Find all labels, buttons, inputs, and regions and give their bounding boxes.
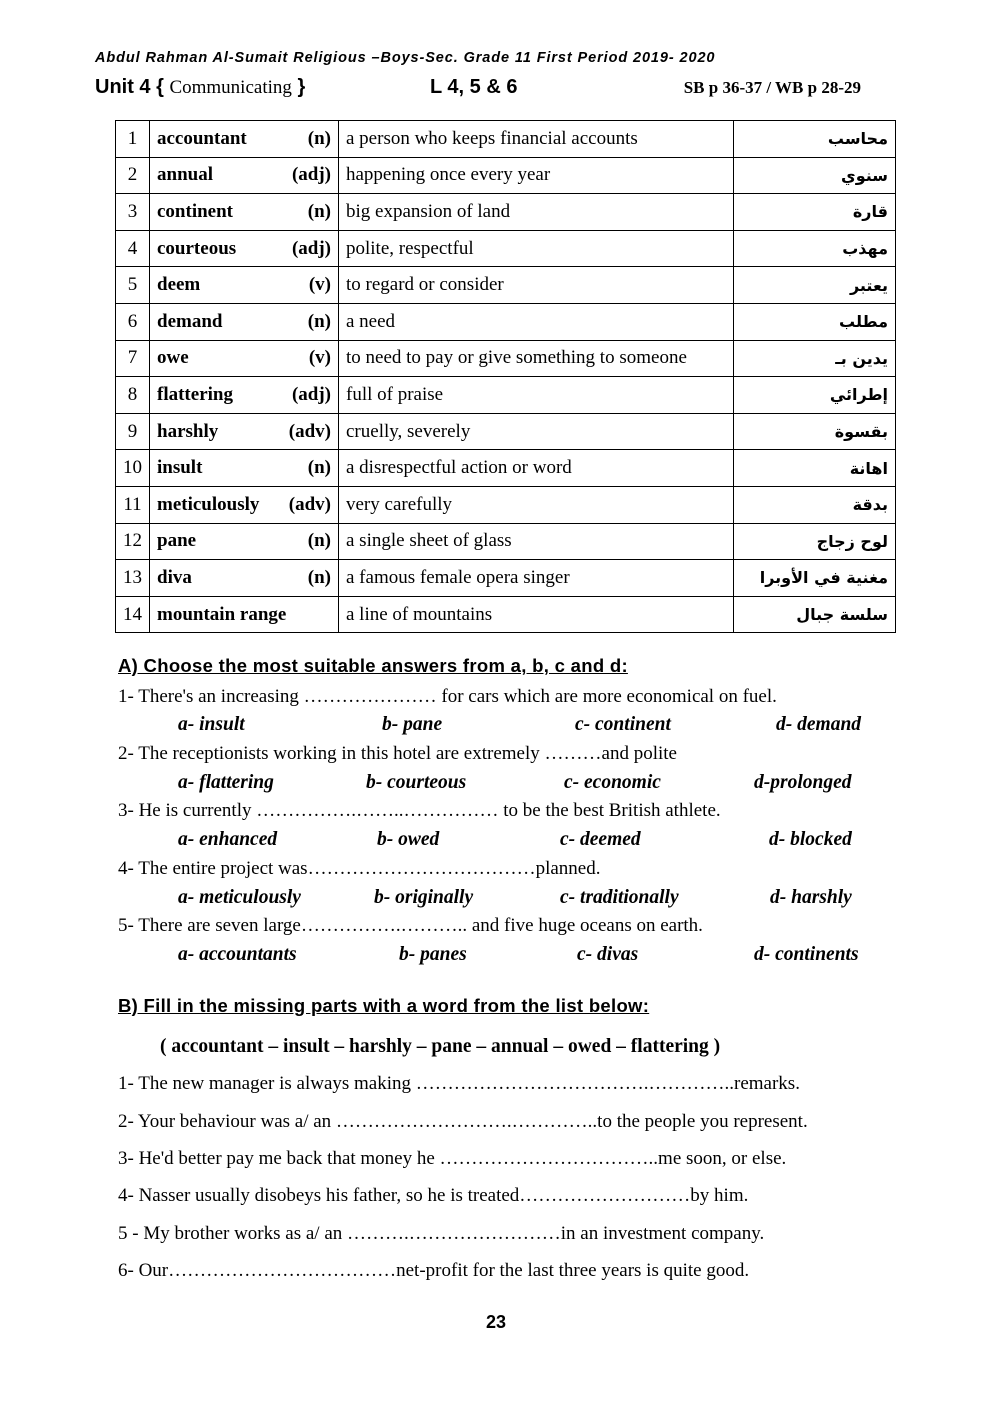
unit-label: Unit 4 { (95, 76, 170, 98)
unit-line (95, 74, 885, 102)
vocab-part-of-speech: (adj) (291, 237, 331, 259)
vocab-definition: polite, respectful (339, 230, 734, 267)
vocab-word: meticulously (157, 493, 260, 515)
vocab-number: 1 (116, 121, 150, 158)
vocab-part-of-speech: (n) (307, 310, 331, 332)
option-d: d-prolonged (754, 772, 852, 793)
vocab-word-cell (150, 486, 339, 523)
option-d: d- demand (776, 714, 862, 735)
vocab-word-cell (150, 121, 339, 158)
question-2-options (178, 772, 878, 798)
vocab-word: demand (157, 310, 223, 332)
vocab-word-cell (150, 303, 339, 340)
vocab-row (116, 121, 896, 158)
vocab-part-of-speech: (adv) (288, 493, 331, 515)
vocab-part-of-speech: (n) (307, 530, 331, 552)
unit-topic: Communicating (169, 77, 292, 98)
vocab-arabic: يعتبر (734, 267, 896, 304)
vocab-part-of-speech: (adj) (291, 383, 331, 405)
vocab-arabic: بقسوة (734, 413, 896, 450)
vocab-word: mountain range (157, 603, 287, 625)
fill-sentence-4: 4- Nasser usually disobeys his father, so he is treated………………………by him. (118, 1185, 749, 1206)
question-1-options (178, 714, 878, 740)
vocab-row (116, 157, 896, 194)
vocab-arabic: محاسب (734, 121, 896, 158)
vocab-part-of-speech: (n) (307, 566, 331, 588)
vocab-number: 8 (116, 377, 150, 414)
vocab-definition: a disrespectful action or word (339, 450, 734, 487)
vocab-number: 4 (116, 230, 150, 267)
vocab-definition: to regard or consider (339, 267, 734, 304)
vocab-word-cell (150, 230, 339, 267)
vocab-word-cell (150, 523, 339, 560)
vocab-number: 12 (116, 523, 150, 560)
vocab-word: accountant (157, 127, 247, 149)
vocab-number: 5 (116, 267, 150, 304)
vocab-word: annual (157, 164, 213, 186)
vocab-row (116, 377, 896, 414)
vocab-row (116, 486, 896, 523)
vocab-row (116, 450, 896, 487)
vocab-word: flattering (157, 383, 233, 405)
vocab-part-of-speech: (v) (308, 347, 331, 369)
option-c: c- economic (564, 772, 661, 793)
vocab-number: 6 (116, 303, 150, 340)
option-c: c- deemed (560, 829, 641, 850)
vocab-row (116, 230, 896, 267)
vocab-arabic: يدين بـ (734, 340, 896, 377)
vocab-row (116, 523, 896, 560)
question-3-options (178, 829, 878, 855)
word-list: ( accountant – insult – harshly – pane – annual – owed – flattering ) (160, 1036, 721, 1057)
vocab-number: 2 (116, 157, 150, 194)
vocab-word-cell (150, 596, 339, 633)
vocab-word-cell (150, 267, 339, 304)
section-b-title: B) Fill in the missing parts with a word from the list below: (118, 995, 650, 1016)
option-a: a- meticulously (178, 887, 301, 908)
option-c: c- divas (577, 944, 639, 965)
vocab-word: deem (157, 274, 201, 296)
vocab-word-cell (150, 413, 339, 450)
vocab-arabic: بدقة (734, 486, 896, 523)
option-a: a- accountants (178, 944, 297, 965)
option-b: b- panes (399, 944, 467, 965)
school-header: Abdul Rahman Al-Sumait Religious –Boys-Sec. Grade 11 First Period 2019- 2020 (95, 50, 716, 66)
vocab-row (116, 303, 896, 340)
question-5: 5- There are seven large…………….……….. and five huge oceans on earth. (118, 915, 703, 936)
vocab-arabic: لوح زجاج (734, 523, 896, 560)
vocab-definition: a person who keeps financial accounts (339, 121, 734, 158)
fill-sentence-1: 1- The new manager is always making ……………………………….…………..remarks. (118, 1073, 800, 1094)
section-a-title: A) Choose the most suitable answers from a, b, c and d: (118, 655, 628, 676)
vocab-word-cell (150, 340, 339, 377)
question-1: 1- There's an increasing ………………… for cars which are more economical on fuel. (118, 686, 777, 707)
vocab-row (116, 340, 896, 377)
vocab-word: diva (157, 566, 192, 588)
vocab-definition: a famous female opera singer (339, 560, 734, 597)
vocab-part-of-speech: (adv) (288, 420, 331, 442)
vocab-definition: a line of mountains (339, 596, 734, 633)
vocab-arabic: مطلب (734, 303, 896, 340)
vocab-word: continent (157, 200, 233, 222)
vocab-part-of-speech: (n) (307, 200, 331, 222)
option-a: a- flattering (178, 772, 274, 793)
question-2: 2- The receptionists working in this hotel are extremely ………and polite (118, 743, 677, 764)
vocab-word-cell (150, 377, 339, 414)
question-4: 4- The entire project was………………………………planned. (118, 858, 601, 879)
vocab-part-of-speech: (v) (308, 274, 331, 296)
vocab-number: 7 (116, 340, 150, 377)
option-c: c- traditionally (560, 887, 679, 908)
vocab-definition: cruelly, severely (339, 413, 734, 450)
option-b: b- owed (377, 829, 440, 850)
vocab-number: 11 (116, 486, 150, 523)
vocab-definition: a need (339, 303, 734, 340)
vocab-definition: happening once every year (339, 157, 734, 194)
vocab-number: 14 (116, 596, 150, 633)
vocab-word: harshly (157, 420, 219, 442)
option-d: d- harshly (770, 887, 852, 908)
vocab-row (116, 194, 896, 231)
vocab-arabic: سلسة جبال (734, 596, 896, 633)
vocab-word-cell (150, 157, 339, 194)
vocab-word-cell (150, 450, 339, 487)
option-b: b- pane (382, 714, 443, 735)
fill-sentence-5: 5 - My brother works as a/ an ……….……………………in an investment company. (118, 1223, 765, 1244)
vocab-arabic: سنوي (734, 157, 896, 194)
vocab-definition: very carefully (339, 486, 734, 523)
vocab-definition: full of praise (339, 377, 734, 414)
unit-title (95, 76, 305, 99)
vocab-arabic: اهانة (734, 450, 896, 487)
vocabulary-table (115, 120, 896, 633)
question-4-options (178, 887, 878, 913)
vocab-number: 3 (116, 194, 150, 231)
vocab-word: courteous (157, 237, 237, 259)
vocab-row (116, 596, 896, 633)
vocab-word: owe (157, 347, 189, 369)
vocab-word-cell (150, 194, 339, 231)
fill-sentence-6: 6- Our………………………………net-profit for the last three years is quite good. (118, 1260, 750, 1281)
vocab-definition: big expansion of land (339, 194, 734, 231)
vocab-row (116, 413, 896, 450)
lessons-label: L 4, 5 & 6 (430, 76, 518, 98)
vocab-part-of-speech: (adj) (291, 164, 331, 186)
vocab-arabic: قارة (734, 194, 896, 231)
page-number: 23 (485, 1312, 507, 1332)
question-3: 3- He is currently …………….……..…………… to be the best British athlete. (118, 800, 721, 821)
option-b: b- courteous (366, 772, 467, 793)
vocab-definition: a single sheet of glass (339, 523, 734, 560)
option-d: d- continents (754, 944, 859, 965)
fill-sentence-2: 2- Your behaviour was a/ an ……………………….…………..to the people you represent. (118, 1111, 808, 1132)
question-5-options (178, 944, 878, 970)
vocab-part-of-speech: (n) (307, 127, 331, 149)
option-a: a- insult (178, 714, 245, 735)
option-a: a- enhanced (178, 829, 278, 850)
vocab-definition: to need to pay or give something to someone (339, 340, 734, 377)
option-d: d- blocked (769, 829, 852, 850)
option-c: c- continent (575, 714, 671, 735)
vocab-row (116, 267, 896, 304)
vocab-word: pane (157, 530, 197, 552)
vocab-word: insult (157, 457, 203, 479)
vocab-arabic: مغنية في الأوبرا (734, 560, 896, 597)
vocab-word-cell (150, 560, 339, 597)
option-b: b- originally (374, 887, 474, 908)
vocab-number: 10 (116, 450, 150, 487)
vocab-number: 9 (116, 413, 150, 450)
vocab-row (116, 560, 896, 597)
vocab-part-of-speech: (n) (307, 457, 331, 479)
vocab-arabic: إطرائي (734, 377, 896, 414)
vocab-number: 13 (116, 560, 150, 597)
unit-close: } (291, 76, 306, 98)
vocab-arabic: مهذب (734, 230, 896, 267)
page-reference: SB p 36-37 / WB p 28-29 (683, 78, 861, 97)
fill-sentence-3: 3- He'd better pay me back that money he ……………………………..me soon, or else. (118, 1148, 787, 1169)
